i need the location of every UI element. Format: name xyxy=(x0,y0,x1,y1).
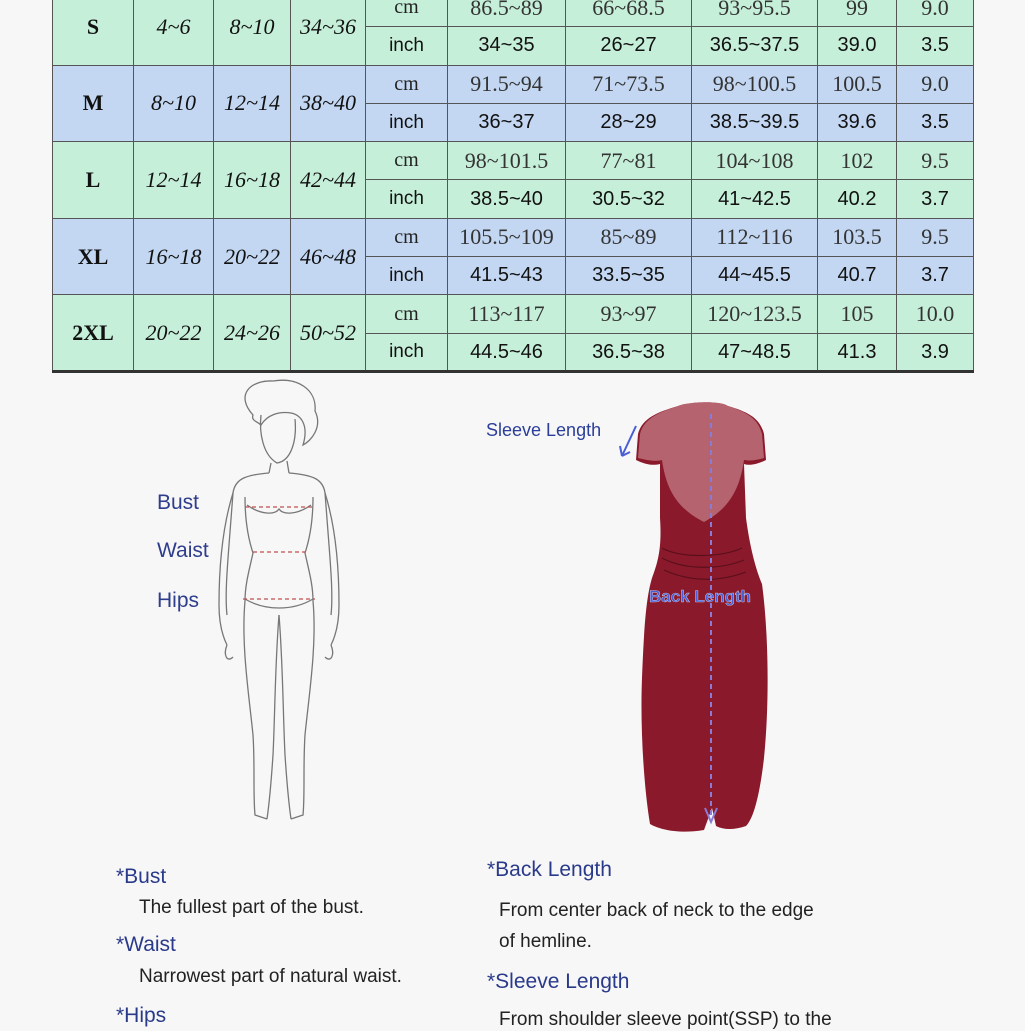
measurement-cm-cell: 103.5 xyxy=(818,218,897,256)
measurement-inch-cell: 44~45.5 xyxy=(692,257,818,295)
measurement-cm-cell: 105 xyxy=(818,295,897,333)
measurement-inch-cell: 30.5~32 xyxy=(566,180,692,218)
measurement-cm-cell: 100.5 xyxy=(818,65,897,103)
measurement-inch-cell: 40.2 xyxy=(818,180,897,218)
sleeve-length-definition-text: From shoulder sleeve point(SSP) to the xyxy=(499,1009,832,1030)
eu-size-cell: 12~14 xyxy=(214,65,291,142)
measurement-cm-cell: 102 xyxy=(818,142,897,180)
eu-size-cell: 20~22 xyxy=(214,218,291,295)
measurement-inch-cell: 39.6 xyxy=(818,103,897,141)
measurement-inch-cell: 34~35 xyxy=(448,27,566,65)
measurement-inch-cell: 26~27 xyxy=(566,27,692,65)
measurement-cm-cell: 91.5~94 xyxy=(448,65,566,103)
uk-size-cell: 12~14 xyxy=(134,142,214,219)
measurement-inch-cell: 38.5~39.5 xyxy=(692,103,818,141)
table-bottom-border xyxy=(52,370,974,373)
body-outline-illustration xyxy=(205,375,355,835)
us-size-cell: 34~36 xyxy=(291,0,366,65)
measurement-inch-cell: 44.5~46 xyxy=(448,333,566,371)
size-row-m-cm xyxy=(53,65,974,103)
measurement-cm-cell: 9.0 xyxy=(897,65,974,103)
measurement-cm-cell: 86.5~89 xyxy=(448,0,566,27)
measurement-inch-cell: 36~37 xyxy=(448,103,566,141)
measurement-cm-cell: 113~117 xyxy=(448,295,566,333)
size-row-xl-cm xyxy=(53,218,974,256)
sleeve-length-definition-heading: *Sleeve Length xyxy=(487,970,630,993)
uk-size-cell: 4~6 xyxy=(134,0,214,65)
unit-cm-cell: cm xyxy=(366,218,448,256)
size-chart-body xyxy=(53,0,974,371)
unit-cm-cell: cm xyxy=(366,142,448,180)
hips-definition-heading: *Hips xyxy=(116,1004,167,1027)
dress-illustration xyxy=(600,398,800,838)
back-length-definition-text-line1: From center back of neck to the edge xyxy=(499,900,814,921)
size-row-2xl-cm xyxy=(53,295,974,333)
unit-inch-cell: inch xyxy=(366,103,448,141)
unit-inch-cell: inch xyxy=(366,333,448,371)
unit-inch-cell: inch xyxy=(366,27,448,65)
waist-definition-text: Narrowest part of natural waist. xyxy=(139,966,402,987)
uk-size-cell: 16~18 xyxy=(134,218,214,295)
measurement-inch-cell: 47~48.5 xyxy=(692,333,818,371)
uk-size-cell: 8~10 xyxy=(134,65,214,142)
waist-figure-label: Waist xyxy=(157,539,209,562)
back-length-definition-text-line2: of hemline. xyxy=(499,931,592,952)
measurement-cm-cell: 105.5~109 xyxy=(448,218,566,256)
size-label-cell: XL xyxy=(53,218,134,295)
waist-definition-heading: *Waist xyxy=(116,933,176,956)
measurement-inch-cell: 3.5 xyxy=(897,103,974,141)
measurement-cm-cell: 104~108 xyxy=(692,142,818,180)
measurement-cm-cell: 112~116 xyxy=(692,218,818,256)
back-length-definition-heading: *Back Length xyxy=(487,858,612,881)
bust-definition-heading: *Bust xyxy=(116,865,167,888)
size-chart-table xyxy=(52,0,974,372)
size-label-cell: S xyxy=(53,0,134,65)
unit-cm-cell: cm xyxy=(366,65,448,103)
measurement-inch-cell: 36.5~37.5 xyxy=(692,27,818,65)
us-size-cell: 42~44 xyxy=(291,142,366,219)
measurement-cm-cell: 10.0 xyxy=(897,295,974,333)
unit-inch-cell: inch xyxy=(366,180,448,218)
measurement-cm-cell: 9.0 xyxy=(897,0,974,27)
measurement-inch-cell: 39.0 xyxy=(818,27,897,65)
eu-size-cell: 16~18 xyxy=(214,142,291,219)
uk-size-cell: 20~22 xyxy=(134,295,214,372)
measurement-inch-cell: 3.5 xyxy=(897,27,974,65)
measurement-inch-cell: 28~29 xyxy=(566,103,692,141)
measurement-inch-cell: 41.5~43 xyxy=(448,257,566,295)
size-row-s-cm xyxy=(53,0,974,27)
measurement-cm-cell: 98~101.5 xyxy=(448,142,566,180)
measurement-cm-cell: 66~68.5 xyxy=(566,0,692,27)
sleeve-length-arrow-icon xyxy=(620,426,636,456)
bust-figure-label: Bust xyxy=(157,491,200,514)
measurement-inch-cell: 3.7 xyxy=(897,180,974,218)
eu-size-cell: 8~10 xyxy=(214,0,291,65)
unit-inch-cell: inch xyxy=(366,257,448,295)
size-row-l-cm xyxy=(53,142,974,180)
measurement-inch-cell: 33.5~35 xyxy=(566,257,692,295)
bust-definition-text: The fullest part of the bust. xyxy=(139,897,364,918)
eu-size-cell: 24~26 xyxy=(214,295,291,372)
measurement-inch-cell: 38.5~40 xyxy=(448,180,566,218)
measurement-inch-cell: 41~42.5 xyxy=(692,180,818,218)
us-size-cell: 46~48 xyxy=(291,218,366,295)
size-label-cell: M xyxy=(53,65,134,142)
measurement-cm-cell: 120~123.5 xyxy=(692,295,818,333)
measurement-inch-cell: 3.9 xyxy=(897,333,974,371)
measurement-cm-cell: 9.5 xyxy=(897,142,974,180)
measurement-inch-cell: 3.7 xyxy=(897,257,974,295)
measurement-inch-cell: 41.3 xyxy=(818,333,897,371)
measurement-cm-cell: 9.5 xyxy=(897,218,974,256)
measurement-cm-cell: 77~81 xyxy=(566,142,692,180)
back-length-figure-label: Back Length xyxy=(649,587,752,606)
measurement-inch-cell: 40.7 xyxy=(818,257,897,295)
size-label-cell: L xyxy=(53,142,134,219)
measurement-cm-cell: 98~100.5 xyxy=(692,65,818,103)
us-size-cell: 38~40 xyxy=(291,65,366,142)
hips-figure-label: Hips xyxy=(157,589,200,612)
measurement-cm-cell: 85~89 xyxy=(566,218,692,256)
measurement-cm-cell: 71~73.5 xyxy=(566,65,692,103)
unit-cm-cell: cm xyxy=(366,295,448,333)
size-label-cell: 2XL xyxy=(53,295,134,372)
unit-cm-cell: cm xyxy=(366,0,448,27)
sleeve-length-figure-label: Sleeve Length xyxy=(486,420,602,440)
measurement-cm-cell: 93~95.5 xyxy=(692,0,818,27)
measurement-inch-cell: 36.5~38 xyxy=(566,333,692,371)
measurement-cm-cell: 93~97 xyxy=(566,295,692,333)
measurement-cm-cell: 99 xyxy=(818,0,897,27)
us-size-cell: 50~52 xyxy=(291,295,366,372)
